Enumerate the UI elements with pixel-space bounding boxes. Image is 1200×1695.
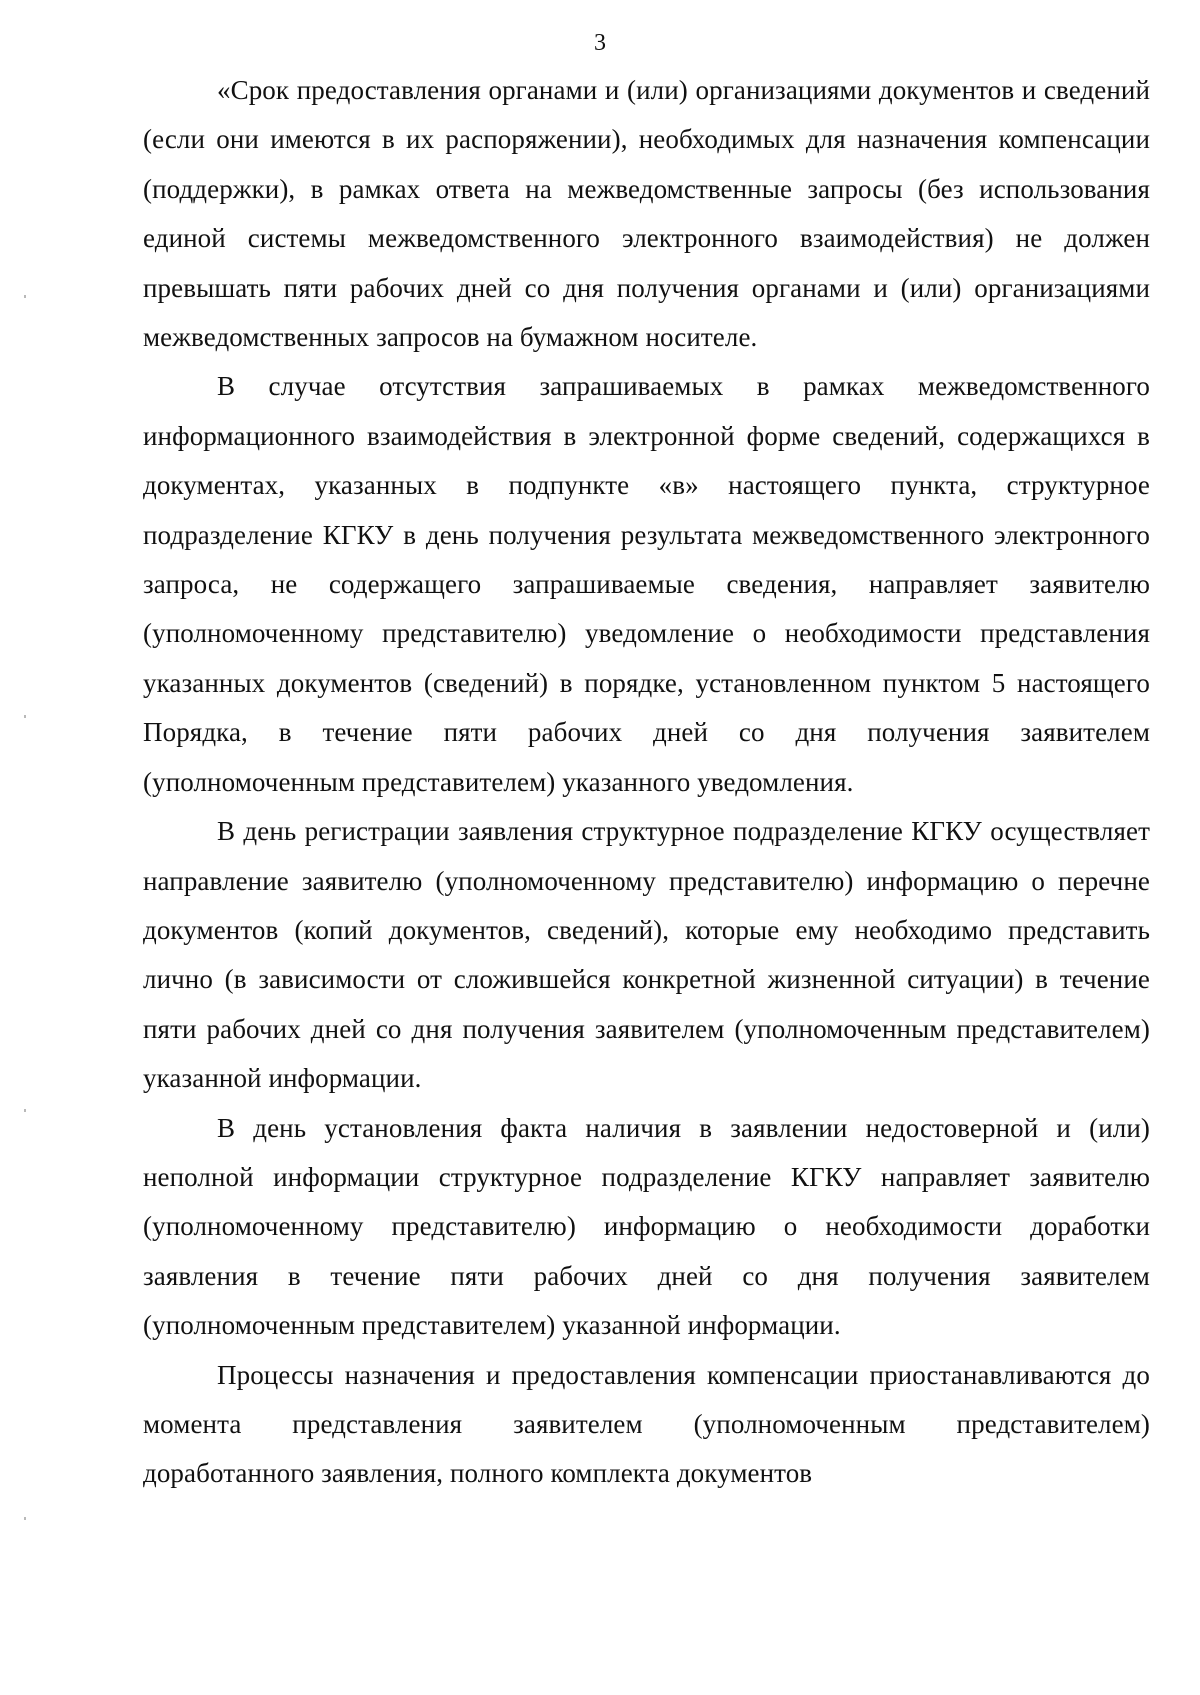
scan-speck bbox=[24, 1109, 26, 1112]
paragraph-suspension: Процессы назначения и предоставления компенсации приостанавливаются до момента представления заявителем (уполномоченным представителем) доработанного заявления, полного комплекта документов bbox=[143, 1359, 1150, 1489]
scan-speck bbox=[24, 1517, 26, 1520]
scan-speck bbox=[24, 295, 26, 298]
scan-speck bbox=[24, 715, 26, 718]
paragraph-incomplete-info: В день установления факта наличия в заявлении недостоверной и (или) неполной информации структурное подразделение КГКУ направляет заявителю (уполномоченному представителю) информацию о необходимости доработки заявления в течение пяти рабочих дней со дня получения заявителем (уполномоченным представителем) указанной информации. bbox=[143, 1112, 1150, 1341]
paragraph-deadline: «Срок предоставления органами и (или) организациями документов и сведений (если они имеются в их распоряжении), необходимых для назначения компенсации (поддержки), в рамках ответа на межведомственные запросы (без использования единой системы межведомственного электронного взаимодействия) не должен превышать пяти рабочих дней со дня получения органами и (или) организациями межведомственных запросов на бумажном носителе. bbox=[143, 75, 1150, 353]
document-body bbox=[143, 66, 1150, 1499]
paragraph-registration-day: В день регистрации заявления структурное подразделение КГКУ осуществляет направление заявителю (уполномоченному представителю) информацию о перечне документов (копий документов, сведений), которые ему необходимо представить лично (в зависимости от сложившейся конкретной жизненной ситуации) в течение пяти рабочих дней со дня получения заявителем (уполномоченным представителем) указанной информации. bbox=[143, 816, 1150, 1094]
paragraph-missing-info: В случае отсутствия запрашиваемых в рамках межведомственного информационного взаимодействия в электронной форме сведений, содержащихся в документах, указанных в подпункте «в» настоящего пункта, структурное подразделение КГКУ в день получения результата межведомственного электронного запроса, не содержащего запрашиваемые сведения, направляет заявителю (уполномоченному представителю) уведомление о необходимости представления указанных документов (сведений) в порядке, установленном пунктом 5 настоящего Порядка, в течение пяти рабочих дней со дня получения заявителем (уполномоченным представителем) указанного уведомления. bbox=[143, 371, 1150, 797]
page-number: 3 bbox=[594, 30, 606, 56]
